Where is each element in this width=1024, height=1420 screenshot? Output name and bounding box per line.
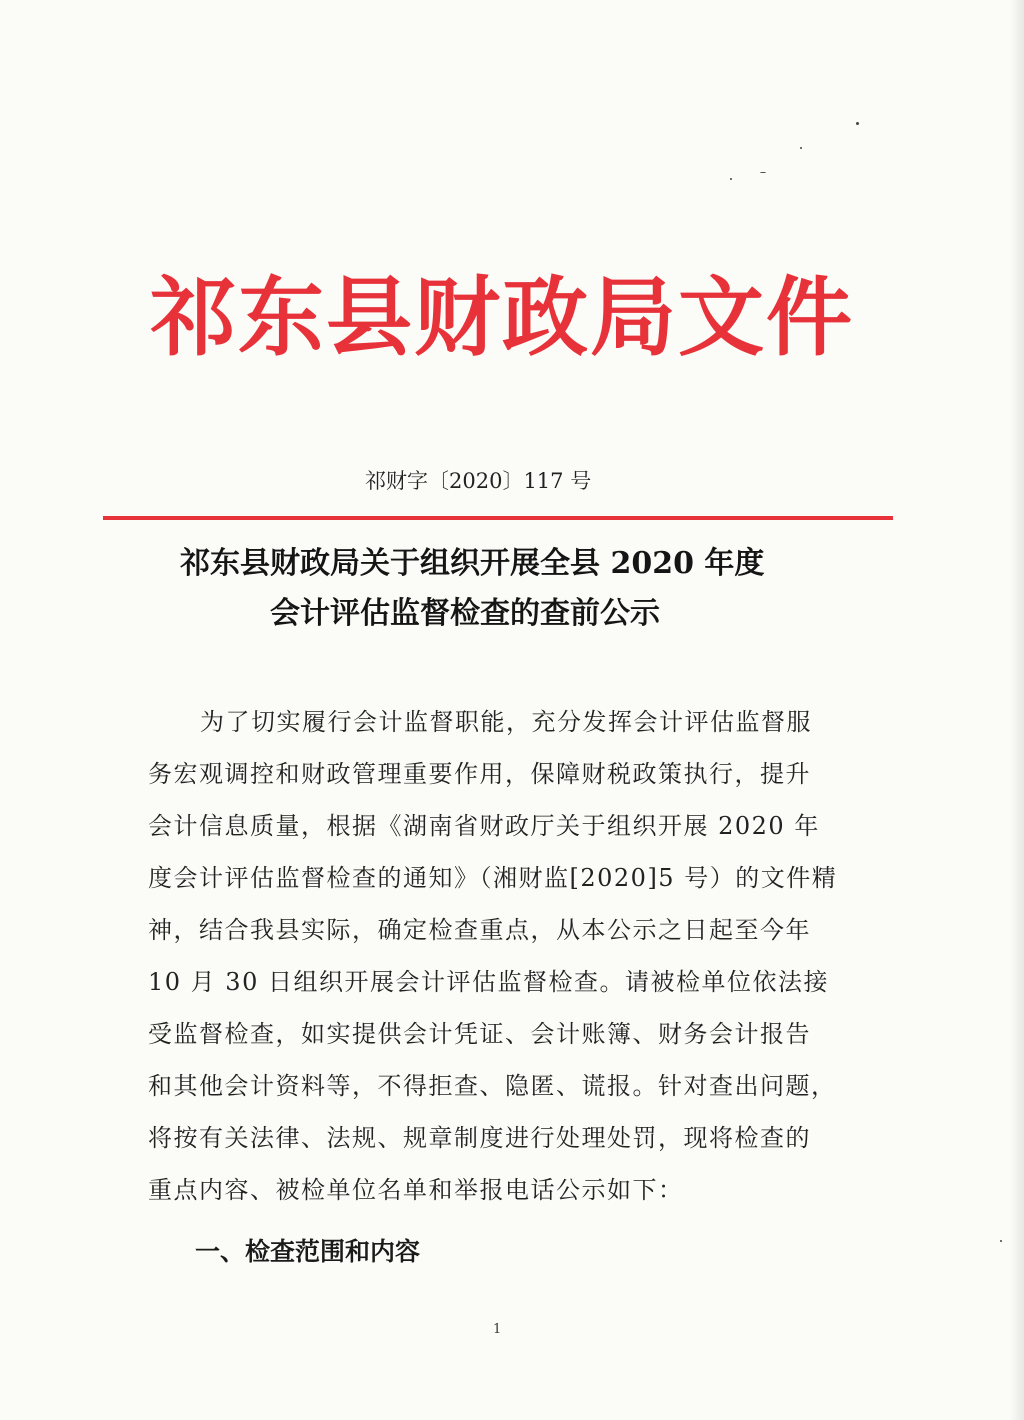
scan-speck xyxy=(760,172,766,173)
scan-speck xyxy=(730,178,732,180)
section-heading: 一、检查范围和内容 xyxy=(195,1237,421,1266)
scan-speck xyxy=(1000,1240,1002,1242)
document-number: 祁财字〔2020〕117 号 xyxy=(365,469,592,493)
body-line: 重点内容、被检单位名单和举报电话公示如下： xyxy=(148,1176,684,1204)
scan-edge-shadow xyxy=(1010,0,1024,1420)
body-line: 度会计评估监督检查的通知》（湘财监[2020]5 号）的文件精 xyxy=(148,864,838,892)
body-line: 和其他会计资料等，不得拒查、隐匿、谎报。针对查出问题， xyxy=(148,1072,837,1100)
body-line: 将按有关法律、法规、规章制度进行处理处罚，现将检查的 xyxy=(148,1124,811,1152)
scan-speck xyxy=(800,147,802,149)
red-divider-line xyxy=(103,516,893,520)
scan-speck xyxy=(856,122,859,125)
document-header-title: 祁东县财政局文件 xyxy=(150,267,854,368)
notice-title-line-1: 祁东县财政局关于组织开展全县 2020 年度 xyxy=(180,546,765,581)
body-line: 受监督检查，如实提供会计凭证、会计账簿、财务会计报告 xyxy=(148,1020,811,1048)
body-line: 神，结合我县实际，确定检查重点，从本公示之日起至今年 xyxy=(148,916,811,944)
body-line: 会计信息质量，根据《湖南省财政厅关于组织开展 2020 年 xyxy=(148,812,820,840)
body-line: 务宏观调控和财政管理重要作用，保障财税政策执行，提升 xyxy=(148,760,811,788)
page-number: 1 xyxy=(493,1322,502,1337)
notice-title-line-2: 会计评估监督检查的查前公示 xyxy=(270,596,660,631)
body-line: 为了切实履行会计监督职能，充分发挥会计评估监督服 xyxy=(200,708,812,736)
body-line: 10 月 30 日组织开展会计评估监督检查。请被检单位依法接 xyxy=(148,968,829,996)
